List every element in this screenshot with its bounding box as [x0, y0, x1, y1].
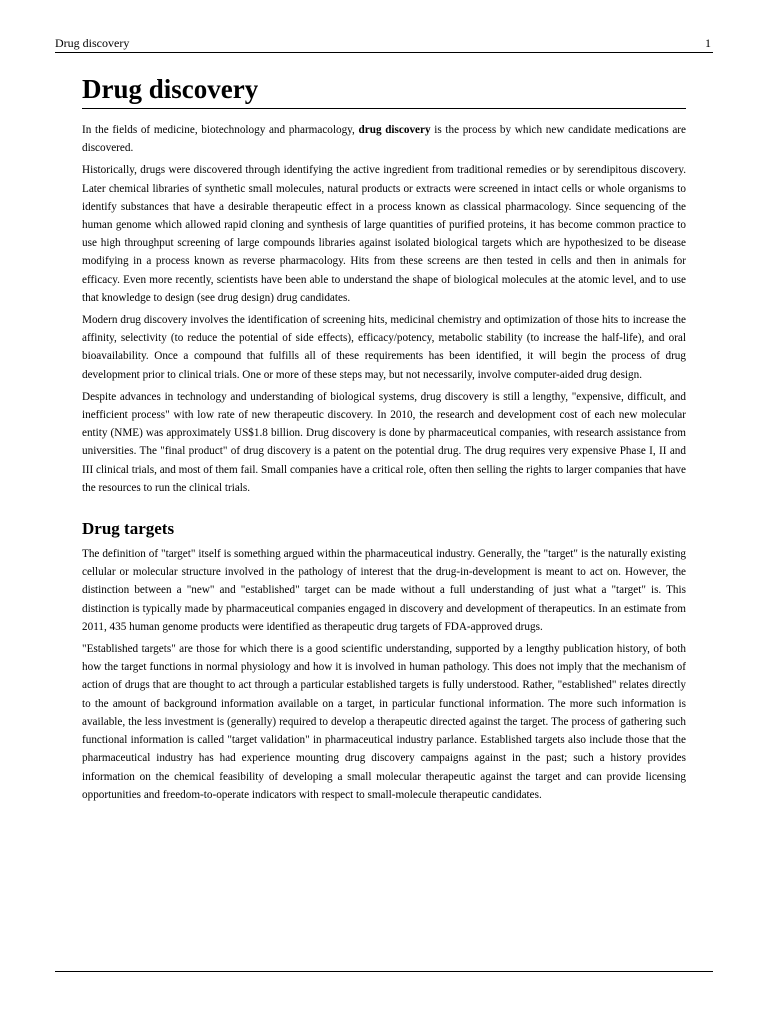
body-paragraph-established-targets: "Established targets" are those for which there is a good scientific understanding, supported by a lengthy publication history, of both how the target functions in normal physiology and how it is involved in human pathology. This does not imply that the mechanism of action of drugs that are thought to act through a particular established targets is fully understood. Rather, "established" relates directly to the amount of background information available on a target, in particular functional information. The more such information is available, the less investment is (generally) required to develop a therapeutic directed against the target. The process of gathering such functional information is called "target validation" in pharmaceutical industry parlance. Established targets also include those that the pharmaceutical industry has had experience mounting drug discovery campaigns against in the past; such a history provides information on the chemical feasibility of developing a small molecular therapeutic against the target and can provide licensing opportunities and freedom-to-operate indicators with respect to small-molecule therapeutic candidates.	[82, 643, 686, 801]
intro-text-after: is the process by which new candidate medications are discovered.	[82, 124, 687, 155]
running-title: Drug discovery	[55, 36, 130, 50]
body-paragraph-target-definition: The definition of "target" itself is something argued within the pharmaceutical industry. Generally, the "target" is the naturally existing cellular or molecular structure involved in the pathology of interest that the drug-in-development is meant to act on. However, the distinction between a "new" and "established" target can be made without a full understanding of just what a "target" is. This distinction is typically made by pharmaceutical companies engaged in discovery and development of therapeutics. In an estimate from 2011, 435 human genome products were identified as therapeutic drug targets of FDA-approved drugs.	[82, 548, 686, 633]
article-title: Drug discovery	[82, 72, 686, 109]
footer-rule	[55, 971, 713, 972]
page-number: 1	[705, 36, 711, 50]
article-body	[82, 72, 686, 808]
section-heading-drug-targets: Drug targets	[82, 519, 175, 539]
body-paragraph-cost: Despite advances in technology and understanding of biological systems, drug discovery is still a lengthy, "expensive, difficult, and inefficient process" with low rate of new therapeutic discovery. In 2010, the research and development cost of each new molecular entity (NME) was approximately US$1.8 billion. Drug discovery is done by pharmaceutical companies, with research assistance from universities. The "final product" of drug discovery is a patent on the potential drug. The drug requires very expensive Phase I, II and III clinical trials, and most of them fail. Small companies have a critical role, often then selling the rights to larger companies that have the resources to run the clinical trials.	[82, 390, 686, 494]
running-header	[55, 35, 713, 53]
body-paragraph-history: Historically, drugs were discovered through identifying the active ingredient from traditional remedies or by serendipitous discovery. Later chemical libraries of synthetic small molecules, natural products or extracts were screened in intact cells or whole organisms to identify substances that have a desirable therapeutic effect in a process known as classical pharmacology. Since sequencing of the human genome which allowed rapid cloning and synthesis of large quantities of purified proteins, it has become common practice to use high throughput screening of large compounds libraries against isolated biological targets which are hypothesized to be disease modifying in a process known as reverse pharmacology. Hits from these screens are then tested in cells and then in animals for efficacy. Even more recently, scientists have been able to understand the shape of biological molecules at the atomic level, and to use that knowledge to design (see drug design) drug candidates.	[82, 164, 686, 304]
intro-term: drug discovery	[358, 124, 431, 136]
body-paragraph-modern: Modern drug discovery involves the identification of screening hits, medicinal chemistry and optimization of those hits to increase the affinity, selectivity (to reduce the potential of side effects), efficacy/potency, metabolic stability (to increase the half-life), and oral bioavailability. Once a compound that fulfills all of these requirements has been identified, it will begin the process of drug development prior to clinical trials. One or more of these steps may, but not necessarily, involve computer-aided drug design.	[82, 314, 686, 381]
intro-text-before: In the fields of medicine, biotechnology and pharmacology,	[82, 124, 359, 136]
intro-paragraph	[82, 121, 686, 157]
